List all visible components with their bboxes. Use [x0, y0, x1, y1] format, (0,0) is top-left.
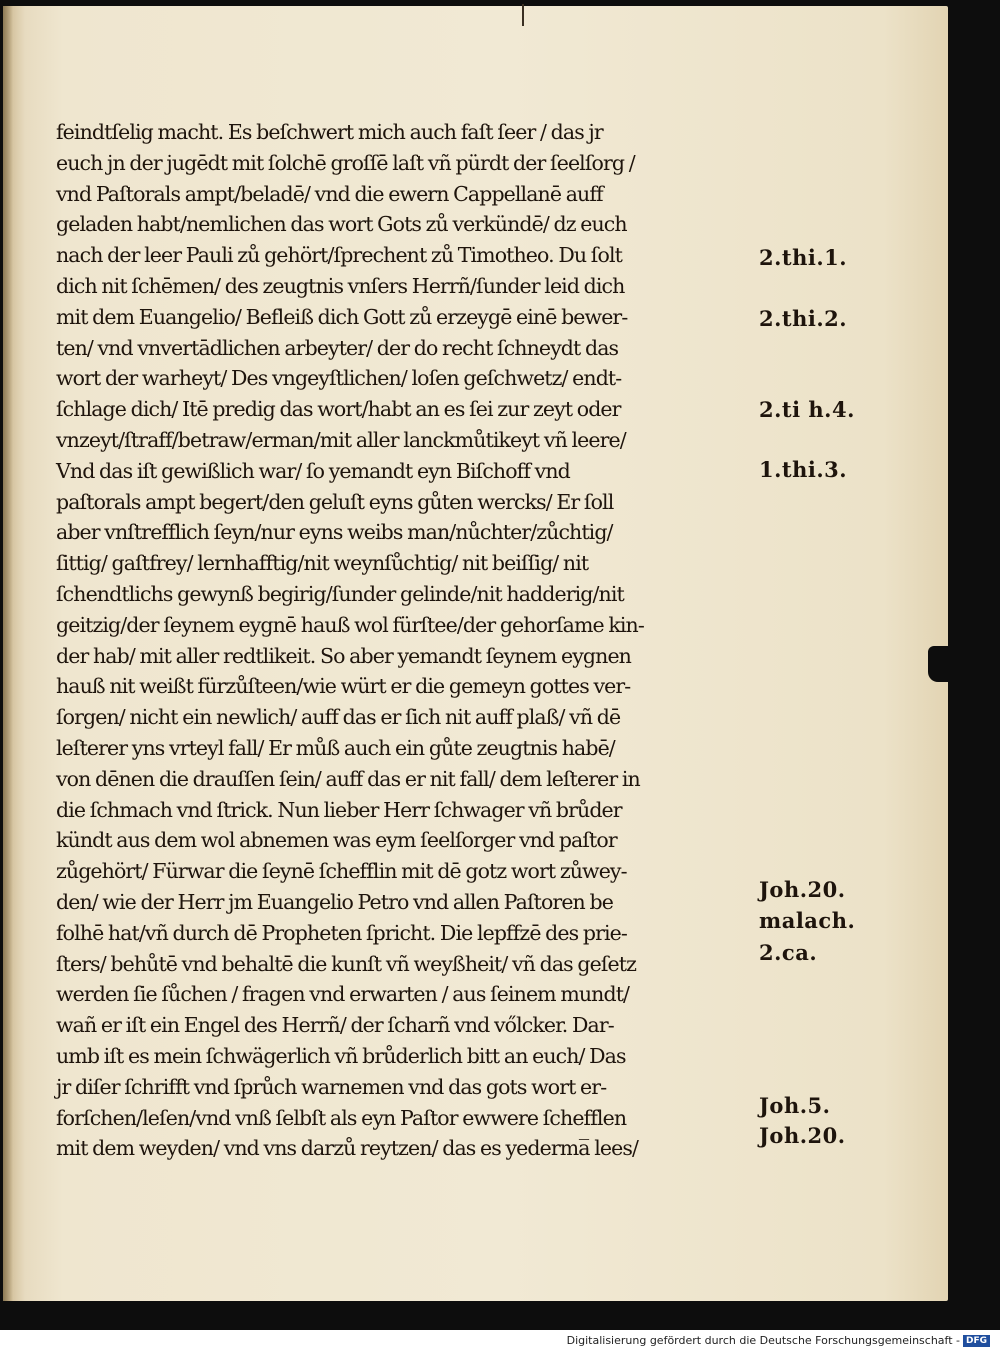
text-line: vnd Paſtorals ampt/beladē/ vnd die ewern Cappellanē auff: [56, 181, 603, 206]
text-line: wort der warheyt/ Des vngeyſtlichen/ loſen geſchwetz/ endt-: [56, 366, 622, 391]
text-line: euch jn der jugēdt mit ſolchē groſſē laſt vñ pürdt der ſeelſorg /: [56, 150, 635, 175]
text-line: wañ er iſt ein Engel des Herrñ/ der ſcharñ vnd vőlcker. Dar-: [56, 1013, 614, 1038]
page-edge-damage: [928, 646, 950, 682]
text-line: ſittig/ gaſtfrey/ lernhafftig/nit weynſůchtig/ nit beiſſig/ nit: [56, 551, 589, 576]
text-line: ſters/ behůtē vnd behaltē die kunſt vñ weyßheit/ vñ das geſetz: [56, 951, 636, 976]
text-line: mit dem Euangelio/ Befleiß dich Gott zů erzeygē einē bewer-: [56, 304, 628, 329]
margin-note: 2.ca.: [759, 940, 818, 965]
text-line: ſorgen/ nicht ein newlich/ auff das er ſich nit auff plaß/ vñ dē: [56, 705, 621, 730]
text-line: werden ſie ſůchen / fragen vnd erwarten / aus ſeinem mundt/: [56, 982, 630, 1007]
text-line: die ſchmach vnd ſtrick. Nun lieber Herr ſchwager vñ brůder: [56, 797, 622, 822]
page-edge-mark: [522, 4, 524, 26]
page-body-text: [56, 117, 756, 1164]
text-line: folhē hat/vñ durch dē Propheten ſpricht. Die lepffzē des prie-: [56, 920, 627, 945]
margin-note: 2.ti h.4.: [759, 397, 855, 422]
text-line: leſterer yns vrteyl fall/ Er můß auch ein gůte zeugtnis habē/: [56, 735, 615, 760]
credit-text: Digitalisierung gefördert durch die Deutsche Forschungsgemeinschaft -: [566, 1334, 960, 1347]
margin-note: Joh.20.: [759, 1123, 846, 1148]
text-line: umb iſt es mein ſchwägerlich vñ brůderlich bitt an euch/ Das: [56, 1043, 626, 1068]
text-line: aber vnſtrefflich ſeyn/nur eyns weibs man/nůchter/zůchtig/: [56, 520, 613, 545]
text-line: ſchendtlichs gewynß begirig/ſunder gelinde/nit hadderig/nit: [56, 581, 624, 606]
text-line: vnzeyt/ſtraff/betraw/erman/mit aller lanckmůtikeyt vñ leere/: [56, 427, 626, 452]
margin-note: Joh.20.: [759, 877, 846, 902]
text-line: zůgehört/ Fürwar die ſeynē ſchefflin mit dē gotz wort zůwey-: [56, 859, 627, 884]
text-line: geladen habt/nemlichen das wort Gots zů verkündē/ dz euch: [56, 212, 627, 237]
text-line: mit dem weyden/ vnd vns darzů reytzen/ das es yederma̅ lees/: [56, 1136, 638, 1161]
text-line: ten/ vnd vnvertādlichen arbeyter/ der do recht ſchneydt das: [56, 335, 619, 360]
digitization-credit: [567, 1334, 990, 1347]
text-line: paſtorals ampt begert/den geluſt eyns gůten wercks/ Er ſoll: [56, 489, 614, 514]
margin-note: 1.thi.3.: [759, 457, 848, 482]
margin-note: 2.thi.1.: [759, 245, 848, 270]
text-line: dich nit ſchēmen/ des zeugtnis vnſers Herrñ/ſunder leid dich: [56, 273, 625, 298]
text-line: der hab/ mit aller redtlikeit. So aber yemandt ſeynem eygnen: [56, 643, 631, 668]
text-line: forſchen/leſen/vnd vnß ſelbſt als eyn Paſtor ewwere ſchefflen: [56, 1105, 627, 1130]
text-line: kündt aus dem wol abnemen was eym ſeelſorger vnd paſtor: [56, 828, 617, 853]
margin-note: malach.: [759, 908, 856, 933]
text-line: Vnd das iſt gewißlich war/ ſo yemandt eyn Biſchoff vnd: [56, 458, 570, 483]
text-line: jr diſer ſchrifft vnd ſprůch warnemen vnd das gots wort er-: [56, 1074, 607, 1099]
text-line: hauß nit weißt fürzůſteen/wie würt er die gemeyn gottes ver-: [56, 674, 631, 699]
text-line: von dēnen die drauſſen ſein/ auff das er nit fall/ dem leſterer in: [56, 766, 640, 791]
text-line: den/ wie der Herr jm Euangelio Petro vnd allen Paſtoren be: [56, 889, 613, 914]
text-line: nach der leer Pauli zů gehört/ſprechent zů Timotheo. Du ſolt: [56, 243, 622, 268]
text-line: feindtſelig macht. Es beſchwert mich auch faſt ſeer / das jr: [56, 120, 603, 144]
dfg-logo: DFG: [963, 1335, 990, 1347]
margin-note: 2.thi.2.: [759, 306, 848, 331]
text-line: ſchlage dich/ Itē predig das wort/habt an es ſei zur zeyt oder: [56, 397, 621, 422]
margin-note: Joh.5.: [759, 1093, 831, 1118]
text-line: geitzig/der ſeynem eygnē hauß wol fürſtee/der gehorſame kin-: [56, 612, 644, 637]
